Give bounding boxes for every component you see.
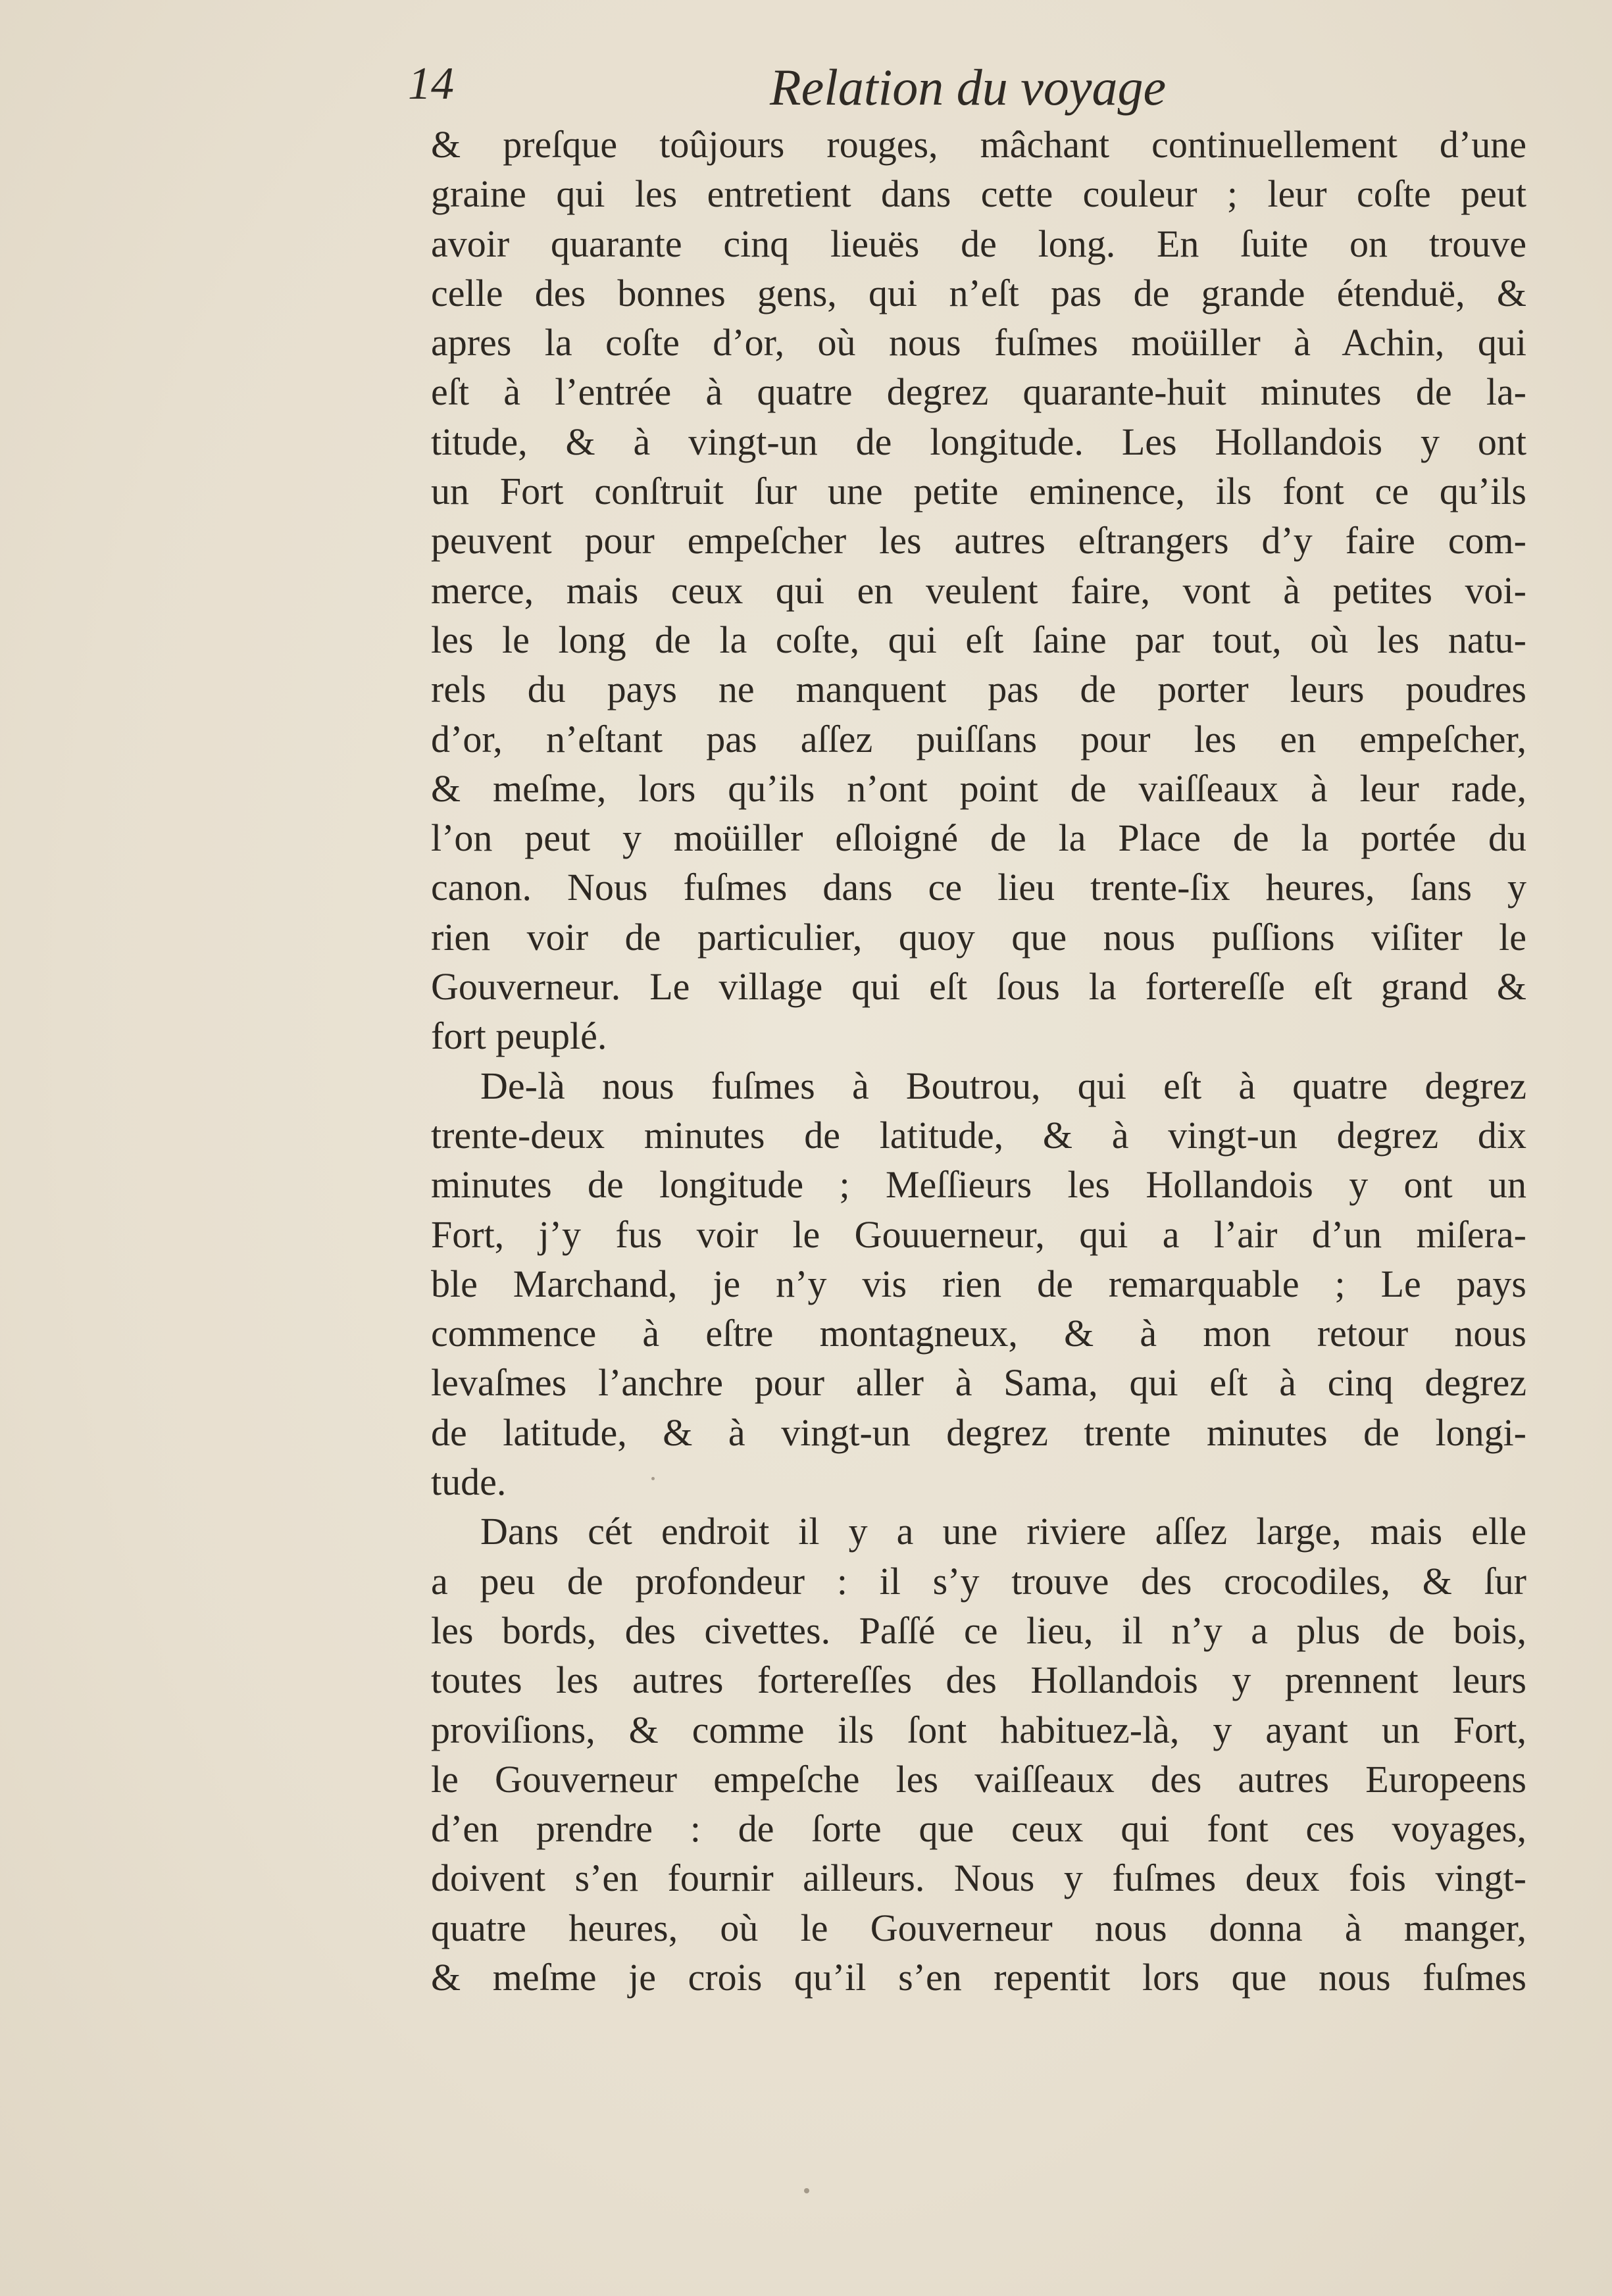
text-line: avoir quarante cinq lieuës de long. En ſuite on trouve [431, 222, 1526, 265]
paragraph-3 [431, 1507, 1526, 2002]
text-line: celle des bonnes gens, qui n’eſt pas de grande étenduë, & [431, 271, 1526, 314]
text-line: & meſme, lors qu’ils n’ont point de vaiſſeaux à leur rade, [431, 766, 1526, 810]
text-line: Fort, j’y fus voir le Gouuerneur, qui a l’air d’un miſera- [431, 1212, 1526, 1256]
text-line: peuvent pour empeſcher les autres eſtrangers d’y faire com- [431, 519, 1526, 562]
text-line: tude. [431, 1460, 507, 1504]
text-line: rien voir de particulier, quoy que nous puſſions viſiter le [431, 915, 1526, 959]
text-line: eſt à l’entrée à quatre degrez quarante-huit minutes de la- [431, 370, 1526, 414]
text-line: trente-deux minutes de latitude, & à vingt-un degrez dix [431, 1113, 1526, 1157]
text-line: graine qui les entretient dans cette couleur ; leur coſte peut [431, 172, 1526, 216]
text-line: d’or, n’eſtant pas aſſez puiſſans pour les en empeſcher, [431, 717, 1526, 761]
text-line: rels du pays ne manquent pas de porter leurs poudres [431, 668, 1526, 711]
paper-speck [804, 2188, 809, 2193]
text-line: ble Marchand, je n’y vis rien de remarquable ; Le pays [431, 1262, 1526, 1305]
text-line: quatre heures, où le Gouverneur nous donna à manger, [431, 1906, 1526, 1949]
body-text [431, 120, 1526, 2002]
text-line: l’on peut y moüiller eſloigné de la Place de la portée du [431, 816, 1526, 860]
text-line: les bords, des civettes. Paſſé ce lieu, il n’y a plus de bois, [431, 1609, 1526, 1652]
text-line: minutes de longitude ; Meſſieurs les Hollandois y ont un [431, 1163, 1526, 1207]
text-line: titude, & à vingt-un de longitude. Les Hollandois y ont [431, 420, 1526, 463]
paragraph-2 [431, 1061, 1526, 1507]
running-title: Relation du voyage [770, 59, 1167, 116]
text-line: de latitude, & à vingt-un degrez trente minutes de longi- [431, 1410, 1526, 1454]
text-line: doivent s’en fournir ailleurs. Nous y fuſmes deux fois vingt- [431, 1857, 1526, 1900]
page-number: 14 [408, 59, 454, 109]
text-line: Gouverneur. Le village qui eſt ſous la fortereſſe eſt grand & [431, 965, 1526, 1009]
text-line: le Gouverneur empeſche les vaiſſeaux des autres Europeens [431, 1757, 1526, 1801]
text-line: Dans cét endroit il y a une riviere aſſez large, mais elle [480, 1510, 1526, 1553]
text-line: d’en prendre : de ſorte que ceux qui font ces voyages, [431, 1807, 1526, 1851]
text-line: & preſque toûjours rouges, mâchant continuellement d’une [431, 123, 1526, 166]
text-line: proviſions, & comme ils ſont habituez-là, y ayant un Fort, [431, 1708, 1526, 1751]
text-line: un Fort conſtruit ſur une petite eminence, ils font ce qu’ils [431, 470, 1526, 513]
text-line: & meſme je crois qu’il s’en repentit lors que nous fuſmes [431, 1955, 1526, 1999]
paragraph-1 [431, 120, 1526, 1061]
paper-speck [651, 1477, 655, 1480]
text-line: a peu de profondeur : il s’y trouve des crocodiles, & ſur [431, 1559, 1526, 1603]
text-line: apres la coſte d’or, où nous fuſmes moüiller à Achin, qui [431, 321, 1526, 364]
text-line: canon. Nous fuſmes dans ce lieu trente-ſix heures, ſans y [431, 866, 1526, 909]
text-line: merce, mais ceux qui en veulent faire, vont à petites voi- [431, 568, 1526, 612]
text-line: fort peuplé. [431, 1014, 607, 1058]
text-line: commence à eſtre montagneux, & à mon retour nous [431, 1312, 1526, 1355]
text-line: levaſmes l’anchre pour aller à Sama, qui eſt à cinq degrez [431, 1361, 1526, 1405]
text-line: les le long de la coſte, qui eſt ſaine par tout, où les natu- [431, 618, 1526, 661]
text-line: toutes les autres fortereſſes des Hollandois y prennent leurs [431, 1659, 1526, 1702]
text-line: De-là nous fuſmes à Boutrou, qui eſt à quatre degrez [480, 1064, 1526, 1107]
